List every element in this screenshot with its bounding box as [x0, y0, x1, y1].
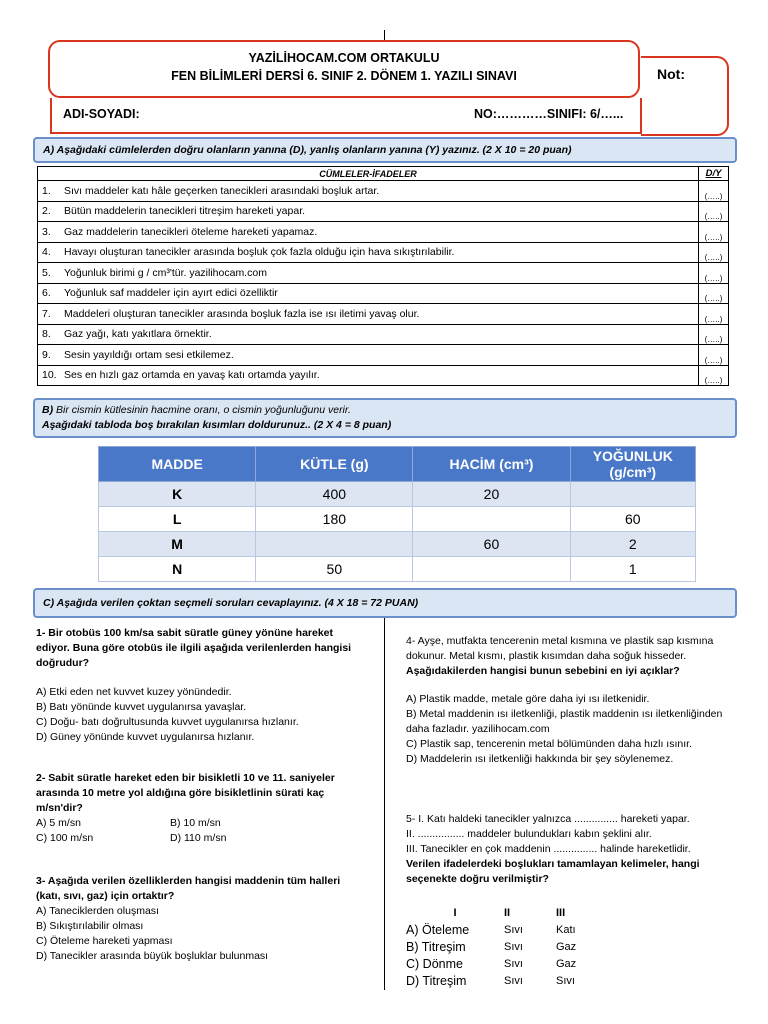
statement-text: Gaz maddelerin tanecikleri öteleme hareketi yapamaz.	[64, 225, 318, 238]
q5-option-cell: Sıvı	[504, 974, 523, 987]
question-3-option-d: D) Tanecikler arasında büyük boşluklar bulunması	[36, 950, 269, 962]
question-4-option-a: A) Plastik madde, metale göre daha iyi ısı iletkenidir.	[406, 693, 650, 705]
q5-option-cell: Sıvı	[504, 923, 523, 936]
q5-option-row	[406, 955, 606, 972]
section-b-definition: Bir cismin kütlesinin hacmine oranı, o cismin yoğunluğunu verir.	[53, 404, 351, 416]
q5-option-cell: Sıvı	[556, 974, 575, 987]
density-header-cell: YOĞUNLUK (g/cm³)	[570, 447, 696, 482]
density-cell: 60	[413, 532, 570, 557]
question-2-option-d: D) 110 m/sn	[170, 832, 227, 844]
statement-text: Yoğunluk birimi g / cm³'tür. yazilihocam.com	[64, 266, 267, 279]
density-cell: 2	[570, 532, 696, 557]
q5-option-row	[406, 921, 606, 938]
statement-number: 8.	[42, 328, 51, 341]
statement-text: Ses en hızlı gaz ortamda en yavaş katı ortamda yayılır.	[64, 369, 320, 382]
statement-row	[38, 263, 729, 284]
statement-number: 6.	[42, 287, 51, 300]
question-4-question: Aşağıdakilerden hangisi bunun sebebini en iyi açıklar?	[406, 665, 680, 677]
statement-number: 9.	[42, 348, 51, 361]
question-5	[406, 812, 732, 887]
statement-row	[38, 324, 729, 345]
true-false-table	[37, 166, 729, 386]
statement-row	[38, 201, 729, 222]
question-4-option-c: C) Plastik sap, tencerenin metal bölümünden daha hızlı ısınır.	[406, 738, 692, 750]
density-row	[99, 482, 696, 507]
school-name: YAZİLİHOCAM.COM ORTAKULU	[248, 51, 440, 65]
statement-row	[38, 283, 729, 304]
section-b-instruction	[33, 398, 737, 438]
density-row	[99, 507, 696, 532]
number-class-label: NO:…………SINIFI: 6/…...	[474, 107, 624, 121]
answer-blank[interactable]: (…..)	[699, 283, 729, 304]
density-cell: 400	[256, 482, 413, 507]
statement-number: 1.	[42, 184, 51, 197]
q5-header-iii: III	[556, 906, 566, 919]
answer-blank[interactable]: (…..)	[699, 242, 729, 263]
q5-header-i: I	[453, 906, 457, 919]
statement-row	[38, 345, 729, 366]
density-cell[interactable]	[413, 557, 570, 582]
answer-blank[interactable]: (…..)	[699, 222, 729, 243]
question-2-option-b: B) 10 m/sn	[170, 817, 221, 829]
section-b-label: B)	[42, 404, 54, 416]
question-2	[36, 771, 364, 846]
answer-blank[interactable]: (…..)	[699, 201, 729, 222]
statement-row	[38, 242, 729, 263]
question-5-options-table	[406, 904, 606, 989]
question-3	[36, 874, 364, 964]
q5-option-row	[406, 972, 606, 989]
statement-number: 7.	[42, 307, 51, 320]
statement-row	[38, 304, 729, 325]
question-3-option-a: A) Taneciklerden oluşması	[36, 905, 159, 917]
statement-text: Sesin yayıldığı ortam sesi etkilemez.	[64, 348, 234, 361]
section-b-task: Aşağıdaki tabloda boş bırakılan kısımları doldurunuz.. (2 X 4 = 8 puan)	[42, 419, 392, 431]
answer-blank[interactable]: (…..)	[699, 345, 729, 366]
question-3-option-c: C) Öteleme hareketi yapması	[36, 935, 173, 947]
density-header-cell: MADDE	[99, 447, 256, 482]
answer-header: D/Y	[699, 167, 729, 181]
density-cell[interactable]	[413, 507, 570, 532]
answer-blank[interactable]: (…..)	[699, 263, 729, 284]
statement-number: 3.	[42, 225, 51, 238]
q5-option-cell: Sıvı	[504, 957, 523, 970]
question-1	[36, 626, 364, 745]
q5-option-label: C) Dönme	[406, 956, 463, 971]
section-a-instruction: A) Aşağıdaki cümlelerden doğru olanların yanına (D), yanlış olanların yanına (Y) yazınız. (2 X 10 = 20 puan)	[33, 137, 737, 163]
question-1-option-d: D) Güney yönünde kuvvet uygulanırsa hızlanır.	[36, 731, 255, 743]
exam-title-box	[48, 40, 640, 98]
column-divider	[384, 618, 385, 990]
statement-text: Yoğunluk saf maddeler için ayırt edici özelliktir	[64, 287, 278, 300]
q5-option-label: D) Titreşim	[406, 973, 467, 988]
question-3-option-b: B) Sıkıştırılabilir olması	[36, 920, 144, 932]
exam-title: FEN BİLİMLERİ DERSİ 6. SINIF 2. DÖNEM 1. YAZILI SINAVI	[171, 69, 517, 83]
statements-header: CÜMLELER-İFADELER	[38, 167, 699, 181]
density-cell: 20	[413, 482, 570, 507]
density-cell: 60	[570, 507, 696, 532]
statement-number: 10.	[42, 369, 57, 382]
answer-blank[interactable]: (…..)	[699, 181, 729, 202]
substance-name: M	[99, 532, 256, 557]
statement-number: 2.	[42, 205, 51, 218]
statement-text: Maddeleri oluşturan tanecikler arasında boşluk fazla ise ısı iletimi yavaş olur.	[64, 307, 420, 320]
statement-row	[38, 181, 729, 202]
q5-option-row	[406, 938, 606, 955]
question-5-line-2: II. ................ maddeler bulundukları kabın şeklini alır.	[406, 828, 652, 840]
density-cell: 180	[256, 507, 413, 532]
density-cell: 1	[570, 557, 696, 582]
question-2-stem: 2- Sabit süratle hareket eden bir bisikletli 10 ve 11. saniyeler arasında 10 metre yol aldığına göre bisikletlinin sürati kaç m/sn'dir?	[36, 772, 335, 814]
q5-header-ii: II	[504, 906, 511, 919]
question-1-option-c: C) Doğu- batı doğrultusunda kuvvet uygulanırsa hızlanır.	[36, 716, 299, 728]
q5-option-label: A) Öteleme	[406, 922, 470, 937]
answer-blank[interactable]: (…..)	[699, 304, 729, 325]
statement-row	[38, 365, 729, 386]
question-2-option-c: C) 100 m/sn	[36, 832, 94, 844]
q5-option-cell: Gaz	[556, 940, 577, 953]
question-5-line-3: III. Tanecikler en çok maddenin ............... halinde hareketlidir.	[406, 843, 691, 855]
density-header-cell: HACİM (cm³)	[413, 447, 570, 482]
statement-text: Sıvı maddeler katı hâle geçerken tanecikleri arasındaki boşluk artar.	[64, 184, 380, 197]
density-cell: 50	[256, 557, 413, 582]
question-4-option-b: B) Metal maddenin ısı iletkenliği, plastik maddenin ısı iletkenliğinden daha fazladır. yazilihocam.com	[406, 708, 723, 735]
density-table	[98, 446, 696, 582]
statement-number: 4.	[42, 246, 51, 259]
question-5-line-1: 5- I. Katı haldeki tanecikler yalnızca ............... hareketi yapar.	[406, 813, 690, 825]
q5-option-label: B) Titreşim	[406, 939, 466, 954]
q5-option-cell: Katı	[556, 923, 576, 936]
q5-option-cell: Sıvı	[504, 940, 523, 953]
question-4-option-d: D) Maddelerin ısı iletkenliği hakkında bir şey söylenemez.	[406, 753, 674, 765]
density-header-cell: KÜTLE (g)	[256, 447, 413, 482]
question-1-option-a: A) Etki eden net kuvvet kuzey yönündedir.	[36, 686, 232, 698]
question-5-question: Verilen ifadelerdeki boşlukları tamamlayan kelimeler, hangi seçenekte doğru verilmiştir?	[406, 858, 700, 885]
statement-text: Bütün maddelerin tanecikleri titreşim hareketi yapar.	[64, 205, 306, 218]
question-3-stem: 3- Aşağıda verilen özelliklerden hangisi maddenin tüm halleri (katı, sıvı, gaz) için ortaktır?	[36, 875, 341, 902]
grade-box	[641, 56, 729, 136]
question-1-option-b: B) Batı yönünde kuvvet uygulanırsa yavaşlar.	[36, 701, 247, 713]
section-c-instruction: C) Aşağıda verilen çoktan seçmeli soruları cevaplayınız. (4 X 18 = 72 PUAN)	[33, 588, 737, 618]
question-4	[406, 634, 732, 767]
density-row	[99, 557, 696, 582]
top-divider-tick	[384, 30, 385, 40]
density-row	[99, 532, 696, 557]
statement-text: Havayı oluşturan tanecikler arasında boşluk çok fazla olduğu için hava sıkıştırılabilir.	[64, 246, 455, 259]
question-2-option-a: A) 5 m/sn	[36, 817, 81, 829]
substance-name: K	[99, 482, 256, 507]
statement-text: Gaz yağı, katı yakıtlara örnektir.	[64, 328, 212, 341]
answer-blank[interactable]: (…..)	[699, 365, 729, 386]
student-info-box	[50, 98, 642, 134]
substance-name: L	[99, 507, 256, 532]
substance-name: N	[99, 557, 256, 582]
q5-option-cell: Gaz	[556, 957, 577, 970]
answer-blank[interactable]: (…..)	[699, 324, 729, 345]
name-label: ADI-SOYADI:	[63, 107, 140, 121]
density-cell[interactable]	[570, 482, 696, 507]
question-1-stem: 1- Bir otobüs 100 km/sa sabit süratle güney yönüne hareket ediyor. Buna göre otobüs ile ilgili aşağıda verilenlerden hangisi doğrudur?	[36, 627, 352, 669]
grade-label: Not:	[657, 66, 685, 82]
question-4-stem: 4- Ayşe, mutfakta tencerenin metal kısmına ve plastik sap kısmına dokunur. Metal kısmı, plastik kısımdan daha soğuk hisseder.	[406, 635, 714, 662]
density-cell[interactable]	[256, 532, 413, 557]
statement-row	[38, 222, 729, 243]
statement-number: 5.	[42, 266, 51, 279]
